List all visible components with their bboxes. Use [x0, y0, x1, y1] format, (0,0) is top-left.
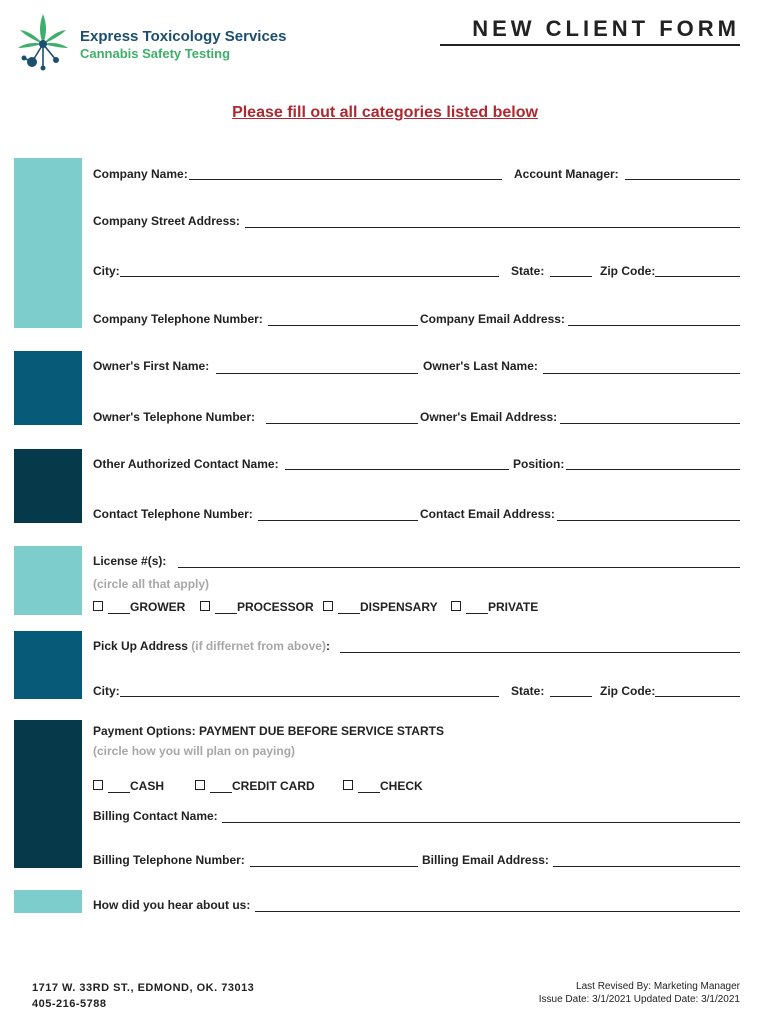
company-street-label: Company Street Address:: [93, 214, 240, 228]
company-email-field[interactable]: [568, 325, 740, 326]
contact-phone-label: Contact Telephone Number:: [93, 507, 253, 521]
company-name-label: Company Name:: [93, 167, 188, 181]
check-blank[interactable]: [358, 792, 380, 793]
section-bar-referral: [14, 890, 82, 913]
contact-name-label: Other Authorized Contact Name:: [93, 457, 279, 471]
owner-last-name-field[interactable]: [543, 373, 740, 374]
private-blank[interactable]: [466, 613, 488, 614]
pickup-city-field[interactable]: [120, 696, 499, 697]
option-grower: GROWER: [130, 600, 186, 614]
billing-phone-field[interactable]: [250, 866, 418, 867]
footer-address-block: [32, 980, 254, 1012]
pickup-address-field[interactable]: [340, 652, 740, 653]
footer-revision-block: [539, 980, 740, 1006]
contact-email-field[interactable]: [557, 520, 740, 521]
company-city-label: City:: [93, 264, 120, 278]
company-brand-name: Express Toxicology Services: [80, 28, 287, 45]
license-field[interactable]: [178, 567, 740, 568]
instruction-text: Please fill out all categories listed below: [232, 104, 538, 121]
contact-email-label: Contact Email Address:: [420, 507, 555, 521]
billing-phone-label: Billing Telephone Number:: [93, 853, 245, 867]
cannabis-leaf-molecule-logo: [12, 10, 74, 72]
credit-card-blank[interactable]: [210, 792, 232, 793]
owner-phone-field[interactable]: [266, 423, 418, 424]
owner-first-name-label: Owner's First Name:: [93, 359, 210, 373]
company-city-field[interactable]: [120, 276, 499, 277]
pickup-state-field[interactable]: [550, 696, 592, 697]
billing-name-field[interactable]: [222, 822, 740, 823]
checkbox-icon[interactable]: [323, 601, 333, 611]
pickup-zip-label: Zip Code:: [600, 684, 656, 698]
company-phone-label: Company Telephone Number:: [93, 312, 263, 326]
checkbox-icon[interactable]: [343, 780, 353, 790]
checkbox-icon[interactable]: [451, 601, 461, 611]
owner-email-label: Owner's Email Address:: [420, 410, 558, 424]
section-bar-payment: [14, 720, 82, 868]
company-street-field[interactable]: [245, 227, 740, 228]
payment-options-label: Payment Options: PAYMENT DUE BEFORE SERVICE STARTS: [93, 724, 444, 738]
processor-blank[interactable]: [215, 613, 237, 614]
cash-blank[interactable]: [108, 792, 130, 793]
footer-dates: Issue Date: 3/1/2021 Updated Date: 3/1/2021: [538, 994, 740, 1005]
account-manager-label: Account Manager:: [514, 167, 619, 181]
option-credit-card: CREDIT CARD: [232, 779, 315, 793]
footer-phone: 405-216-5788: [32, 998, 107, 1010]
section-bar-contact: [14, 449, 82, 523]
dispensary-blank[interactable]: [338, 613, 360, 614]
owner-last-name-label: Owner's Last Name:: [423, 359, 538, 373]
pickup-address-label: [93, 639, 330, 653]
company-phone-field[interactable]: [268, 325, 418, 326]
form-title: NEW CLIENT FORM: [440, 16, 740, 46]
company-zip-field[interactable]: [655, 276, 740, 277]
option-processor: PROCESSOR: [237, 600, 314, 614]
billing-email-label: Billing Email Address:: [422, 853, 549, 867]
contact-phone-field[interactable]: [258, 520, 418, 521]
position-field[interactable]: [566, 469, 740, 470]
company-email-label: Company Email Address:: [420, 312, 565, 326]
pickup-address-hint: (if differnet from above): [191, 639, 326, 653]
company-state-field[interactable]: [550, 276, 592, 277]
company-name-field[interactable]: [189, 179, 502, 180]
section-bar-pickup: [14, 631, 82, 699]
option-private: PRIVATE: [488, 600, 539, 614]
contact-name-field[interactable]: [285, 469, 509, 470]
section-bar-company: [14, 158, 82, 328]
owner-first-name-field[interactable]: [216, 373, 418, 374]
company-state-label: State:: [511, 264, 545, 278]
pickup-city-label: City:: [93, 684, 120, 698]
pickup-state-label: State:: [511, 684, 545, 698]
checkbox-icon[interactable]: [195, 780, 205, 790]
section-bar-owner: [14, 351, 82, 425]
owner-phone-label: Owner's Telephone Number:: [93, 410, 255, 424]
billing-email-field[interactable]: [553, 866, 740, 867]
pickup-zip-field[interactable]: [655, 696, 740, 697]
company-zip-label: Zip Code:: [600, 264, 656, 278]
footer-address: 1717 W. 33RD ST., EDMOND, OK. 73013: [32, 982, 255, 994]
pickup-colon: :: [325, 639, 330, 653]
section-bar-license: [14, 546, 82, 615]
billing-name-label: Billing Contact Name:: [93, 809, 218, 823]
license-hint: (circle all that apply): [93, 577, 210, 591]
checkbox-icon[interactable]: [93, 780, 103, 790]
payment-hint: (circle how you will plan on paying): [93, 744, 296, 758]
pickup-address-title: Pick Up Address: [93, 639, 188, 653]
footer-revised-by: Last Revised By: Marketing Manager: [576, 981, 740, 992]
company-tagline: Cannabis Safety Testing: [80, 46, 231, 61]
option-check: CHECK: [380, 779, 423, 793]
option-dispensary: DISPENSARY: [360, 600, 438, 614]
referral-label: How did you hear about us:: [93, 898, 251, 912]
owner-email-field[interactable]: [560, 423, 740, 424]
checkbox-icon[interactable]: [93, 601, 103, 611]
account-manager-field[interactable]: [625, 179, 740, 180]
grower-blank[interactable]: [108, 613, 130, 614]
option-cash: CASH: [130, 779, 165, 793]
license-label: License #(s):: [93, 554, 167, 568]
position-label: Position:: [513, 457, 565, 471]
checkbox-icon[interactable]: [200, 601, 210, 611]
referral-field[interactable]: [255, 911, 740, 912]
